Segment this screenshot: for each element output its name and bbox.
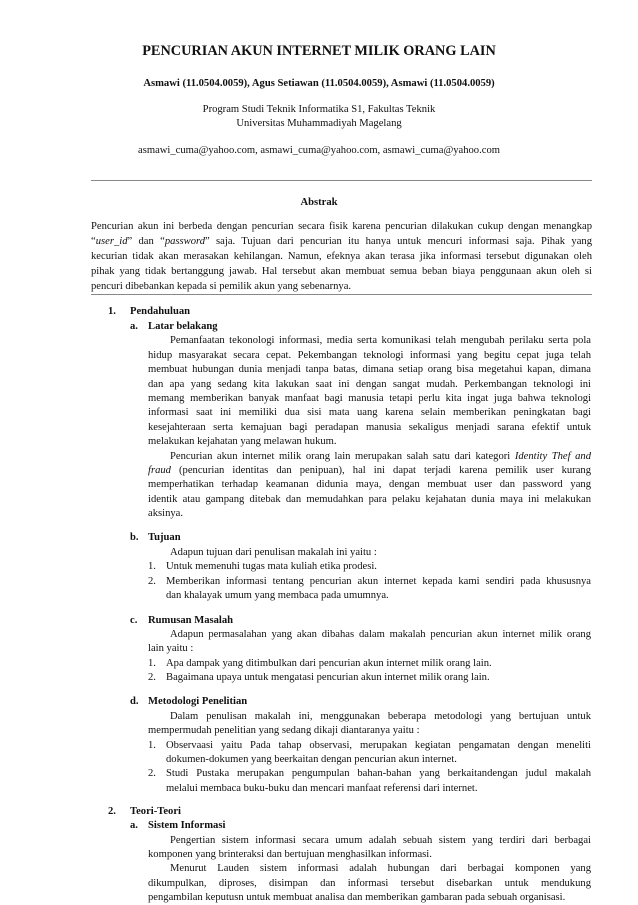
- divider-top: [91, 180, 592, 181]
- list-item: Studi Pustaka merupakan pengumpulan bahan-bahan yang berkaitandengan judul makalah: [166, 768, 591, 779]
- paragraph-line: melakukan kejahatan yang melawan hukum.: [148, 436, 337, 447]
- list-number: 1.: [148, 740, 156, 751]
- subsection-title: Rumusan Masalah: [148, 615, 234, 626]
- list-item: Apa dampak yang ditimbulkan dari pencurian akun internet milik orang lain.: [166, 658, 492, 669]
- list-number: 1.: [148, 561, 156, 572]
- paragraph-line: identik atau gampang ditebak dan memudahkan para pelaku kejahatan dunia maya ini melakukan: [148, 494, 591, 505]
- subsection-title: Sistem Informasi: [148, 820, 226, 831]
- paragraph-line: dikumpulkan, diproses, disimpan dan informasi tersebut disebarkan untuk mendukung: [148, 878, 591, 889]
- italic-term: fraud: [148, 465, 171, 476]
- subsection-letter: d.: [130, 696, 139, 707]
- section-number: 2.: [108, 806, 116, 817]
- paragraph-line: mempermudah penelitian yang sedang dikaji diantaranya yaitu :: [148, 725, 420, 736]
- paragraph-text: Pencurian akun internet milik orang lain merupakan salah satu dari kategori: [170, 451, 515, 462]
- list-number: 2.: [148, 576, 156, 587]
- section-title: Teori-Teori: [130, 806, 182, 817]
- paragraph-line: dan apa yang sedang kita lakukan saat ini dengan sangat mudah. Perkembangan teknologi ini: [148, 379, 591, 390]
- paragraph-line: memperhatikan terhadap keamanan didunia maya, dengan membuat user dan password yang: [148, 479, 591, 490]
- list-item: Untuk memenuhi tugas mata kuliah etika prodesi.: [166, 561, 377, 572]
- paragraph-line: Menurut Lauden sistem informasi adalah hubungan dari berbagai komponen yang: [170, 863, 591, 874]
- subsection-title: Latar belakang: [148, 321, 218, 332]
- paragraph-line: komponen yang brinteraksi dan bertujuan menghasilkan informasi.: [148, 849, 432, 860]
- author-emails: asmawi_cuma@yahoo.com, asmawi_cuma@yahoo.com, asmawi_cuma@yahoo.com: [138, 145, 500, 156]
- paragraph-line: kesejahteraan serta kemajuan bagi peradapan manusia sekaligus menjadi sarana efektif untuk: [148, 422, 591, 433]
- subsection-letter: c.: [130, 615, 138, 626]
- subsection-letter: a.: [130, 321, 138, 332]
- paragraph-line: membuat hubungan dunia menjadi tanpa batas, dimana setiap orang bisa megetahui kapan, dimana: [148, 364, 591, 375]
- section-number: 1.: [108, 306, 116, 317]
- abstract-body: [91, 220, 592, 295]
- paragraph-line: aksinya.: [148, 508, 184, 519]
- list-item: Memberikan informasi tentang pencurian akun internet kepada kami sendiri pada khususnya: [166, 576, 591, 587]
- list-number: 2.: [148, 768, 156, 779]
- subsection-title: Tujuan: [148, 532, 181, 543]
- abstract-line: pencuri dibebankan kepada si pemilik akun yang sebenarnya.: [91, 281, 352, 292]
- paragraph-text: (pencurian identitas dan penipuan), hal ini dapat terjadi karena pemilik user kurang: [170, 465, 591, 476]
- paragraph-line: Adapun tujuan dari penulisan makalah ini yaitu :: [170, 547, 377, 558]
- affiliation: [0, 103, 638, 131]
- list-item: Observaasi yaitu Pada tahap observasi, merupakan kegiatan pengamatan dengan meneliti: [166, 740, 591, 751]
- subsection-letter: b.: [130, 532, 139, 543]
- paper-title: PENCURIAN AKUN INTERNET MILIK ORANG LAIN: [142, 43, 496, 59]
- list-item: dan khalayak umum yang membaca pada umumnya.: [166, 590, 389, 601]
- abstract-heading: Abstrak: [300, 197, 338, 208]
- affiliation-program: Program Studi Teknik Informatika S1, Fakultas Teknik: [202, 104, 436, 115]
- abstract-line: pihak yang tidak bertanggung jawab. Hal tersebut akan membuat semua beban biaya penggunaan akun oleh si: [91, 266, 592, 277]
- list-number: 2.: [148, 672, 156, 683]
- paragraph-line: Pengertian sistem informasi secara umum adalah sebuah sistem yang terdiri dari berbagai: [170, 835, 591, 846]
- section-title: Pendahuluan: [130, 306, 191, 317]
- abstract-line: Pencurian akun ini berbeda dengan pencurian secara fisik karena pencurian dilakukan cukup dengan menangkap: [91, 221, 592, 232]
- paragraph-line: memang memberikan banyak manfaat bagi manusia tetapi perlu kita ingat juga bahwa teknologi: [148, 393, 591, 404]
- italic-term: Identity Thef and: [514, 451, 591, 462]
- subsection-title: Metodologi Penelitian: [148, 696, 248, 707]
- paragraph-line: lain yaitu :: [148, 643, 194, 654]
- abstract-line: kecurian tidak akan merasakan kehilangan. Namun, efeknya akan terasa jika informasi tersebut digunakan oleh: [91, 251, 592, 262]
- list-item: melalui membaca buku-buku dan mencari manfaat referensi dari internet.: [166, 783, 478, 794]
- paragraph-line: [148, 464, 591, 478]
- affiliation-university: Universitas Muhammadiyah Magelang: [236, 118, 402, 129]
- abstract-line: “user_id” dan “password” saja. Tujuan dari pencurian itu hanya untuk mencuri informasi saja. Pihak yang: [91, 236, 593, 247]
- list-number: 1.: [148, 658, 156, 669]
- paragraph-line: [170, 450, 591, 464]
- paragraph-line: informasi saat ini memiliki dua sisi mata uang karena selain memberikan peningkatan bagi: [148, 407, 591, 418]
- list-item: Bagaimana upaya untuk mengatasi pencurian akun internet milik orang lain.: [166, 672, 490, 683]
- list-item: dokumen-dokumen yang beerkaitan dengan pencurian akun internet.: [166, 754, 457, 765]
- paragraph-line: Pemanfaatan tekonologi informasi, media serta komunikasi telah mengubah perilaku serta pola: [170, 335, 591, 346]
- paragraph-line: hidup masyarakat secara cepat. Pekembangan teknologi informasi yang begitu cepat juga telah: [148, 350, 591, 361]
- paragraph-line: Adapun permasalahan yang akan dibahas dalam makalah pencurian akun internet milik orang: [170, 629, 591, 640]
- subsection-letter: a.: [130, 820, 138, 831]
- paragraph-line: Dalam penulisan makalah ini, menggunakan beberapa metodologi yang bertujuan untuk: [170, 711, 591, 722]
- author-list: Asmawi (11.0504.0059), Agus Setiawan (11.0504.0059), Asmawi (11.0504.0059): [143, 78, 495, 89]
- divider-bottom: [91, 294, 592, 295]
- paragraph-line: pengambilan keputusn untuk membuat analisa dan memberikan gambaran pada sebuah organisasi.: [148, 892, 566, 903]
